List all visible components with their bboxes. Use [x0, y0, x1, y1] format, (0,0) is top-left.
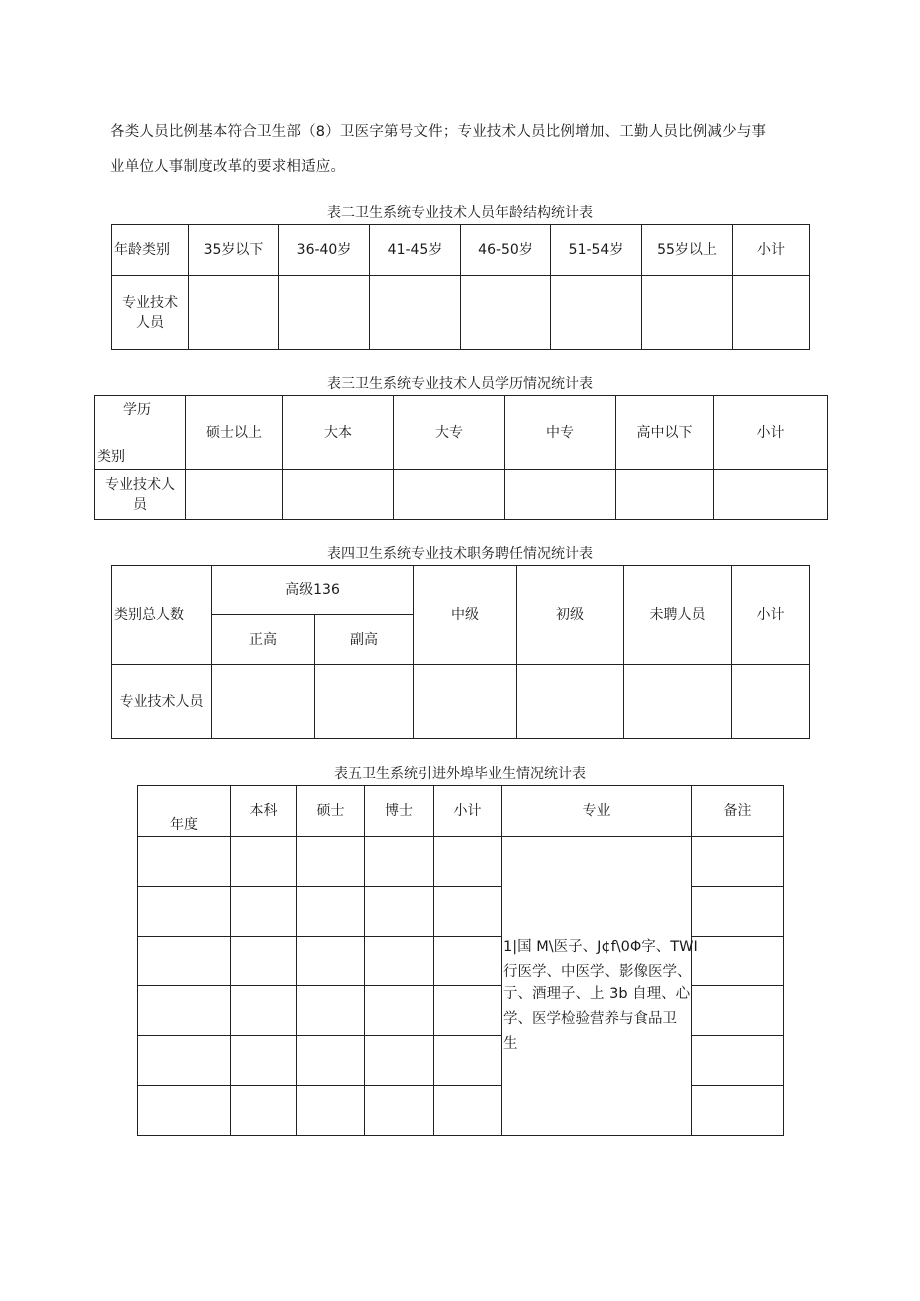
header-36-40: 36-40岁 — [279, 225, 370, 276]
corner-header: 类别总人数 — [112, 566, 212, 665]
table-cell — [138, 937, 231, 986]
table-cell — [212, 665, 315, 739]
table-cell — [297, 1086, 365, 1136]
header-year: 年度 — [138, 786, 231, 837]
table-cell — [279, 276, 370, 350]
header-senior: 高级136 — [212, 566, 414, 615]
row-label-professional-staff — [112, 276, 189, 350]
table3-education — [94, 395, 828, 520]
header-doctor: 博士 — [365, 786, 434, 837]
header-full-senior: 正高 — [212, 615, 315, 665]
table-cell — [138, 986, 231, 1036]
table-cell — [315, 665, 414, 739]
corner-header — [95, 396, 186, 470]
table-cell — [365, 986, 434, 1036]
table-cell — [732, 665, 810, 739]
body-paragraph-line-1: 各类人员比例基本符合卫生部（8）卫医字第号文件；专业技术人员比例增加、工勤人员比例减少与事 — [110, 124, 767, 140]
table-cell — [692, 887, 784, 937]
header-high-school-below: 高中以下 — [616, 396, 714, 470]
header-bachelor: 本科 — [231, 786, 297, 837]
header-master: 硕士 — [297, 786, 365, 837]
table-cell — [414, 665, 517, 739]
header-remarks: 备注 — [692, 786, 784, 837]
table-cell — [394, 470, 505, 520]
table-cell — [365, 1036, 434, 1086]
table-cell — [138, 837, 231, 887]
header-unappointed: 未聘人员 — [624, 566, 732, 665]
table-cell — [692, 1086, 784, 1136]
table-cell — [434, 1086, 502, 1136]
header-master-above: 硕士以上 — [186, 396, 283, 470]
table-cell — [365, 1086, 434, 1136]
header-age-category: 年龄类别 — [112, 225, 189, 276]
table-cell — [283, 470, 394, 520]
row-label-professional-staff — [95, 470, 186, 520]
table-cell — [551, 276, 642, 350]
table-cell — [138, 1036, 231, 1086]
body-paragraph-line-2: 业单位人事制度改革的要求相适应。 — [110, 159, 346, 175]
table-cell — [692, 1036, 784, 1086]
header-junior: 初级 — [517, 566, 624, 665]
major-text — [503, 935, 703, 1057]
table-cell — [297, 1036, 365, 1086]
table4-caption: 表四卫生系统专业技术职务聘任情况统计表 — [327, 546, 593, 562]
table4-appointment — [111, 565, 810, 739]
table-cell — [370, 276, 461, 350]
table-cell — [186, 470, 283, 520]
row-label-line-2: 员 — [133, 496, 147, 513]
table-cell — [505, 470, 616, 520]
table-cell — [231, 837, 297, 887]
corner-header-top: 学历 — [123, 402, 151, 418]
row-label-line-1: 专业技术 — [122, 294, 178, 311]
table-cell — [624, 665, 732, 739]
header-41-45: 41-45岁 — [370, 225, 461, 276]
table2-age-structure — [111, 224, 810, 350]
table5-caption: 表五卫生系统引进外埠毕业生情况统计表 — [334, 766, 586, 782]
major-line-5: 生 — [503, 1036, 518, 1052]
table-cell — [138, 887, 231, 937]
header-over-55: 55岁以上 — [642, 225, 733, 276]
header-subtotal: 小计 — [732, 566, 810, 665]
major-line-3: 亍、酒理子、上 3b 自理、心 — [503, 986, 691, 1002]
table-cell — [297, 887, 365, 937]
header-46-50: 46-50岁 — [461, 225, 551, 276]
table-cell — [461, 276, 551, 350]
header-51-54: 51-54岁 — [551, 225, 642, 276]
table-cell — [692, 986, 784, 1036]
table-cell — [231, 937, 297, 986]
table-cell — [517, 665, 624, 739]
table-cell — [297, 837, 365, 887]
table-cell — [434, 887, 502, 937]
major-line-2: 行医学、中医学、影像医学、 — [503, 964, 692, 980]
row-label-line-1: 专业技术人 — [105, 476, 175, 493]
table-cell — [231, 1036, 297, 1086]
table-cell — [231, 1086, 297, 1136]
table-cell — [692, 937, 784, 986]
row-label-line-2: 人员 — [136, 314, 164, 331]
table-cell — [138, 1086, 231, 1136]
major-line-4: 学、医学检验营养与食品卫 — [503, 1011, 677, 1027]
table-cell — [365, 887, 434, 937]
table5-graduates — [137, 785, 784, 1136]
table3-caption: 表三卫生系统专业技术人员学历情况统计表 — [327, 376, 593, 392]
header-under-35: 35岁以下 — [189, 225, 279, 276]
corner-header-bottom: 类别 — [97, 449, 125, 465]
table-cell — [297, 986, 365, 1036]
table-cell — [733, 276, 810, 350]
table-cell — [434, 937, 502, 986]
header-subtotal: 小计 — [434, 786, 502, 837]
major-cell — [502, 837, 698, 1136]
table-cell — [365, 837, 434, 887]
table-cell — [642, 276, 733, 350]
header-subtotal: 小计 — [714, 396, 828, 470]
header-college: 大专 — [394, 396, 505, 470]
header-associate-senior: 副高 — [315, 615, 414, 665]
header-subtotal: 小计 — [733, 225, 810, 276]
row-label-professional-staff: 专业技术人员 — [112, 665, 212, 739]
table-cell — [231, 887, 297, 937]
table-cell — [616, 470, 714, 520]
header-intermediate: 中级 — [414, 566, 517, 665]
table-cell — [434, 1036, 502, 1086]
table-cell — [434, 986, 502, 1036]
header-major: 专业 — [502, 786, 692, 837]
table-cell — [189, 276, 279, 350]
header-technical-secondary: 中专 — [505, 396, 616, 470]
header-bachelor: 大本 — [283, 396, 394, 470]
table2-caption: 表二卫生系统专业技术人员年龄结构统计表 — [327, 205, 593, 221]
table-cell — [365, 937, 434, 986]
table-cell — [692, 837, 784, 887]
major-line-1: 1|国 M\医子、J¢f\0Φ字、TWI — [503, 939, 698, 955]
table-cell — [231, 986, 297, 1036]
table-cell — [297, 937, 365, 986]
table-cell — [714, 470, 828, 520]
table-cell — [434, 837, 502, 887]
